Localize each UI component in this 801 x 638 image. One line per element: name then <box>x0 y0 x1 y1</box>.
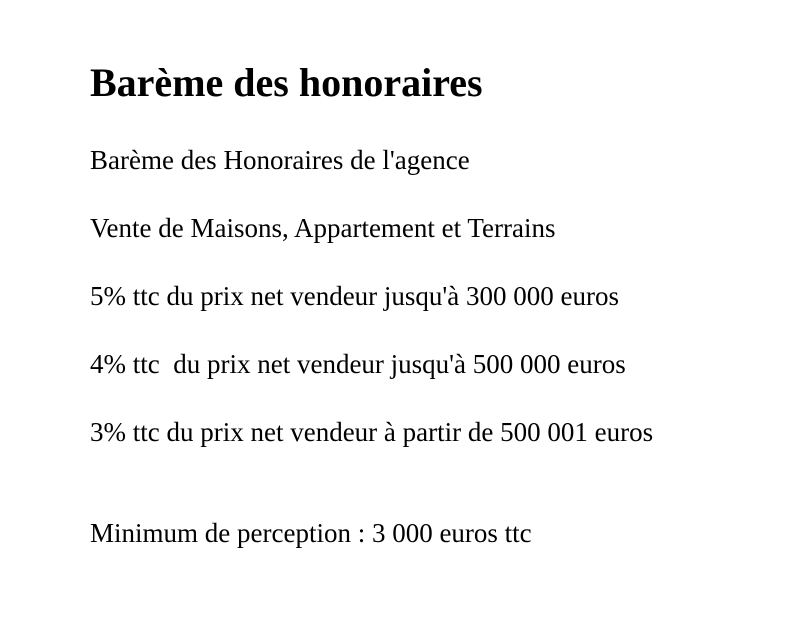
fee-tier-1: 5% ttc du prix net vendeur jusqu'à 300 000 euros <box>90 281 620 311</box>
fees-subtitle: Barème des Honoraires de l'agence <box>90 145 470 175</box>
fee-tier-3: 3% ttc du prix net vendeur à partir de 500 001 euros <box>90 417 654 447</box>
fee-tier-2: 4% ttc du prix net vendeur jusqu'à 500 000 euros <box>90 349 626 379</box>
sales-category: Vente de Maisons, Appartement et Terrains <box>90 213 556 243</box>
document-body <box>90 58 780 549</box>
minimum-fee: Minimum de perception : 3 000 euros ttc <box>90 518 532 548</box>
page-title: Barème des honoraires <box>90 60 483 105</box>
